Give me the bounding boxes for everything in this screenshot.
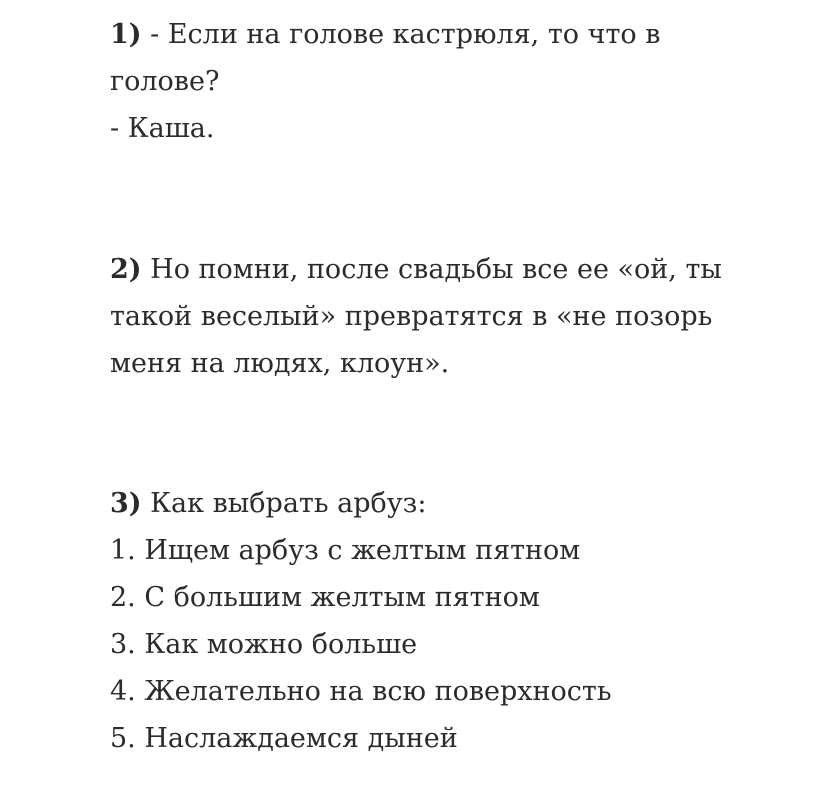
list-item: 4. Желательно на всю поверхность xyxy=(110,676,612,707)
joke-1-line-2: голове? xyxy=(110,66,220,97)
joke-2-text: Но помни, после свадьбы все ее «ой, ты xyxy=(141,254,722,285)
joke-2 xyxy=(110,246,722,387)
joke-1-line-3: - Каша. xyxy=(110,113,215,144)
joke-1 xyxy=(110,11,660,152)
joke-1-number: 1) xyxy=(110,19,142,50)
joke-3-heading xyxy=(110,480,612,527)
joke-2-line-2: такой веселый» превратятся в «не позорь xyxy=(110,301,713,332)
joke-1-text: - Если на голове кастрюля, то что в xyxy=(141,19,661,50)
list-item: 1. Ищем арбуз с желтым пятном xyxy=(110,535,581,566)
list-item: 2. С большим желтым пятном xyxy=(110,582,540,613)
joke-2-number: 2) xyxy=(110,254,142,285)
joke-3 xyxy=(110,480,612,762)
joke-1-line-1 xyxy=(110,11,660,58)
list-item: 3. Как можно больше xyxy=(110,629,418,660)
list-item: 5. Наслаждаемся дыней xyxy=(110,723,458,754)
joke-2-line-3: меня на людях, клоун». xyxy=(110,348,450,379)
joke-2-line-1 xyxy=(110,246,722,293)
joke-3-heading-text: Как выбрать арбуз: xyxy=(141,488,427,519)
joke-3-number: 3) xyxy=(110,488,142,519)
